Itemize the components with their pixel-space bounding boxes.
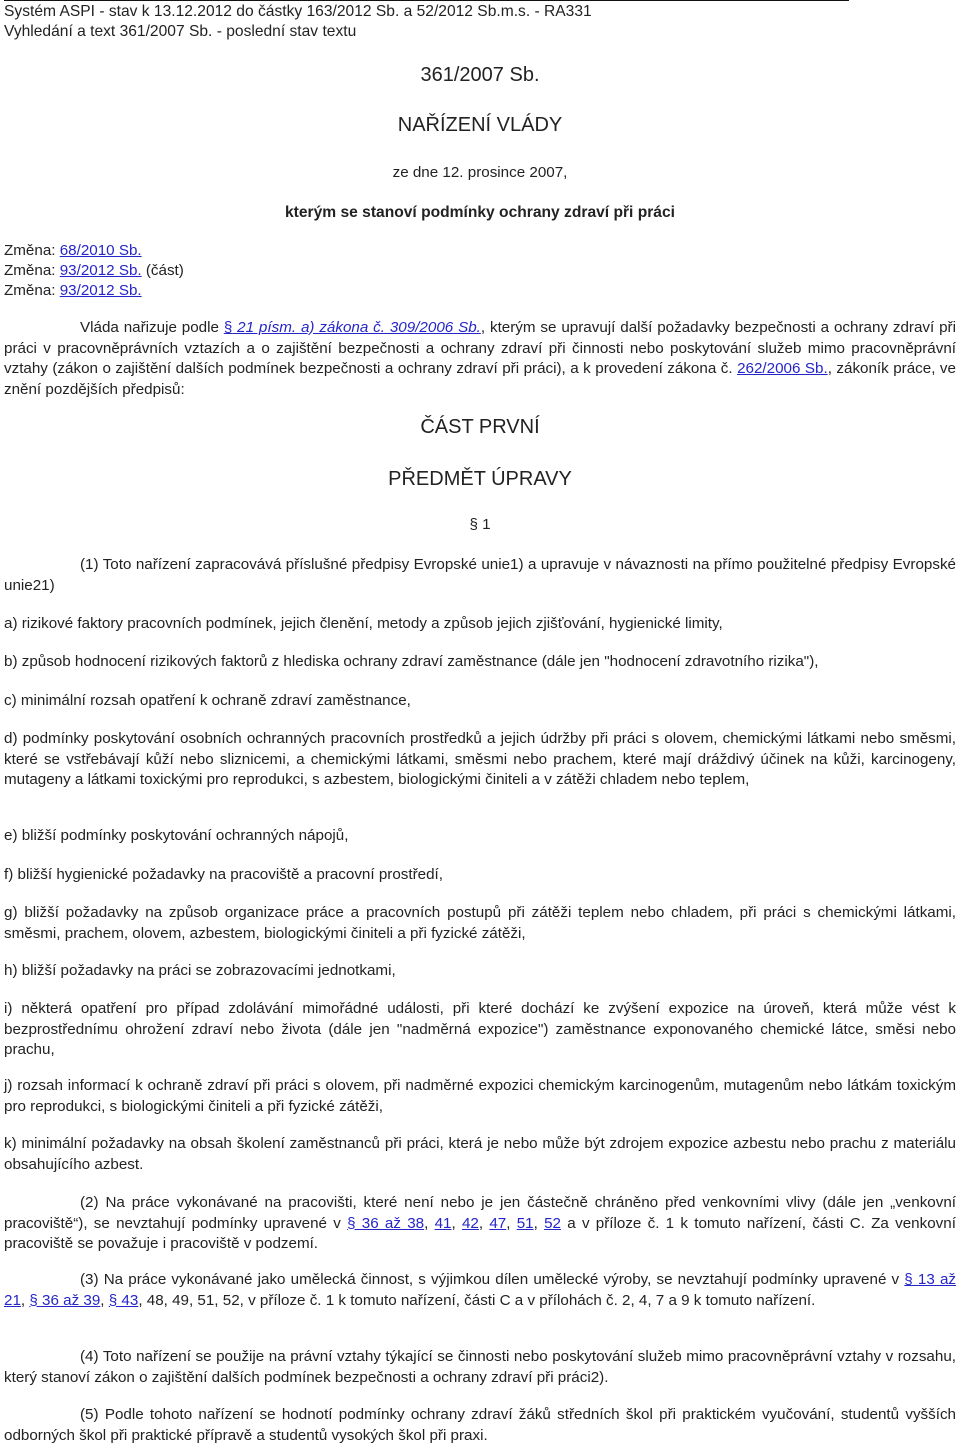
item-j: j) rozsah informací k ochraně zdraví při práci s olovem, při nadměrné expozici chemickým karcinogenům, mutagenům nebo látkám toxickým pro reprodukci, s biologickými činiteli a při fyzické zátěži, [4,1077,956,1115]
part-subheading: PŘEDMĚT ÚPRAVY [388,468,572,490]
section-link[interactable]: 52 [544,1214,561,1232]
document-number: 361/2007 Sb. [420,64,540,86]
document-subject: kterým se stanoví podmínky ochrany zdraví při práci [285,204,675,221]
section-link[interactable]: § 36 až 39 [29,1291,101,1309]
item-b: b) způsob hodnocení rizikových faktorů z hlediska ochrany zdraví zaměstnance (dále jen "hodnocení zdravotního rizika"), [4,653,819,670]
document-type: NAŘÍZENÍ VLÁDY [397,114,563,136]
law-link[interactable]: 21 písm. a) zákona č. 309/2006 Sb. [232,319,481,336]
item-e: e) bližší podmínky poskytování ochranných nápojů, [4,827,349,844]
section-link[interactable]: 42 [461,1214,479,1232]
preamble: Vláda nařizuje podle § 21 písm. a) zákona č. 309/2006 Sb., kterým se upravují další požadavky bezpečnosti a ochrany zdraví při práci v pracovněprávních vztazích a o zajištění bezpečnosti a ochrany zdraví při činnosti nebo poskytování služeb mimo pracovněprávní vztahy (zákon o zajištění dalších podmínek bezpečnosti a ochrany zdraví při práci), a k provedení zákona č. 262/2006 Sb., zákoník práce, ve znění pozdějších předpisů: [4,319,956,398]
section-link[interactable]: § 43 [108,1291,139,1309]
paragraph-4: (4) Toto nařízení se použije na právní vztahy týkající se činnosti nebo poskytování služeb mimo pracovněprávní vztahy v rozsahu, který stanoví zákon o zajištění dalších podmínek bezpečnosti a ochrany zdraví při práci2). [4,1348,956,1386]
header-rule [4,0,849,1]
law-link[interactable]: 262/2006 Sb. [737,360,828,378]
item-c: c) minimální rozsah opatření k ochraně zdraví zaměstnance, [4,692,411,709]
item-h: h) bližší požadavky na práci se zobrazovacími jednotkami, [4,962,396,979]
item-g: g) bližší požadavky na způsob organizace práce a pracovních postupů při zátěži teplem nebo chladem, při práci s chemickými látkami, směsmi, prachem, olovem, azbestem, biologickými činiteli a při fyzické zátěži, [4,904,956,942]
paragraph-5: (5) Podle tohoto nařízení se hodnotí podmínky ochrany zdraví žáků středních škol při praktickém vyučování, studentů vyšších odborných škol při praktické přípravě a studentů vysokých škol při praxi. [4,1406,956,1444]
item-d: d) podmínky poskytování osobních ochranných pracovních prostředků a jejich údržby při práci s olovem, chemickými látkami nebo směsmi, které se vstřebávají kůží nebo sliznicemi, a chemickými látkami, směsmi nebo prachem, které mají dráždivý účinek na kůži, karcinogeny, mutageny a látkami toxickými pro reprodukci, s azbestem, biologickými činiteli a v zátěži chladem nebo teplem, [4,730,956,789]
header-line-1: Systém ASPI - stav k 13.12.2012 do částky 163/2012 Sb. a 52/2012 Sb.m.s. - RA331 [4,3,592,20]
section-number: § 1 [469,516,491,533]
item-f: f) bližší hygienické požadavky na pracoviště a pracovní prostředí, [4,866,443,883]
section-link[interactable]: 51 [516,1214,534,1232]
header-line-2: Vyhledání a text 361/2007 Sb. - poslední stav textu [4,23,357,40]
paragraph-1: (1) Toto nařízení zapracovává příslušné předpisy Evropské unie1) a upravuje v návaznosti na přímo použitelné předpisy Evropské unie21) [4,556,956,594]
section-link[interactable]: § 36 až 38 [347,1214,425,1232]
amendment-2: Změna: 93/2012 Sb. (část) [4,262,184,279]
item-k: k) minimální požadavky na obsah školení zaměstnanců při práci, která je nebo může být zdrojem expozice azbestu nebo prachu z materiálu obsahujícího azbest. [4,1135,956,1173]
item-a: a) rizikové faktory pracovních podmínek, jejich členění, metody a způsob jejich zjišťování, hygienické limity, [4,615,723,632]
amendment-1: Změna: 68/2010 Sb. [4,242,142,259]
amendment-link[interactable]: 93/2012 Sb. [59,262,142,279]
paragraph-2: (2) Na práce vykonávané na pracovišti, které není nebo je jen částečně chráněno před venkovními vlivy (dále jen „venkovní pracoviště“), se nevztahují podmínky upravené v § 36 až 38, 41, 42, 47, 51, 52 a v příloze č. 1 k tomuto nařízení, části C. Za venkovní pracoviště se považuje i pracoviště v podzemí. [4,1194,956,1253]
section-link[interactable]: § [223,319,233,336]
amendment-3: Změna: 93/2012 Sb. [4,282,142,299]
amendment-link[interactable]: 68/2010 Sb. [59,242,142,259]
item-i: i) některá opatření pro případ zdolávání mimořádné události, při které dochází ke zvýšení expozice na úroveň, která může vést k bezprostřednímu ohrožení zdraví nebo života (dále jen "nadměrná expozice") zaměstnance exponovaného chemické látce, směsi nebo prachu, [4,1000,956,1059]
amendment-link[interactable]: 93/2012 Sb. [59,282,142,299]
section-link[interactable]: 47 [489,1214,507,1232]
part-heading: ČÁST PRVNÍ [420,416,540,438]
section-link[interactable]: § 13 až 21 [4,1271,956,1309]
section-link[interactable]: 41 [434,1214,452,1232]
paragraph-3: (3) Na práce vykonávané jako umělecká činnost, s výjimkou dílen umělecké výroby, se nevztahují podmínky upravené v § 13 až 21, § 36 až 39, § 43, 48, 49, 51, 52, v příloze č. 1 k tomuto nařízení, části C a v přílohách č. 2, 4, 7 a 9 k tomuto nařízení. [4,1271,956,1309]
document-date: ze dne 12. prosince 2007, [392,164,568,181]
